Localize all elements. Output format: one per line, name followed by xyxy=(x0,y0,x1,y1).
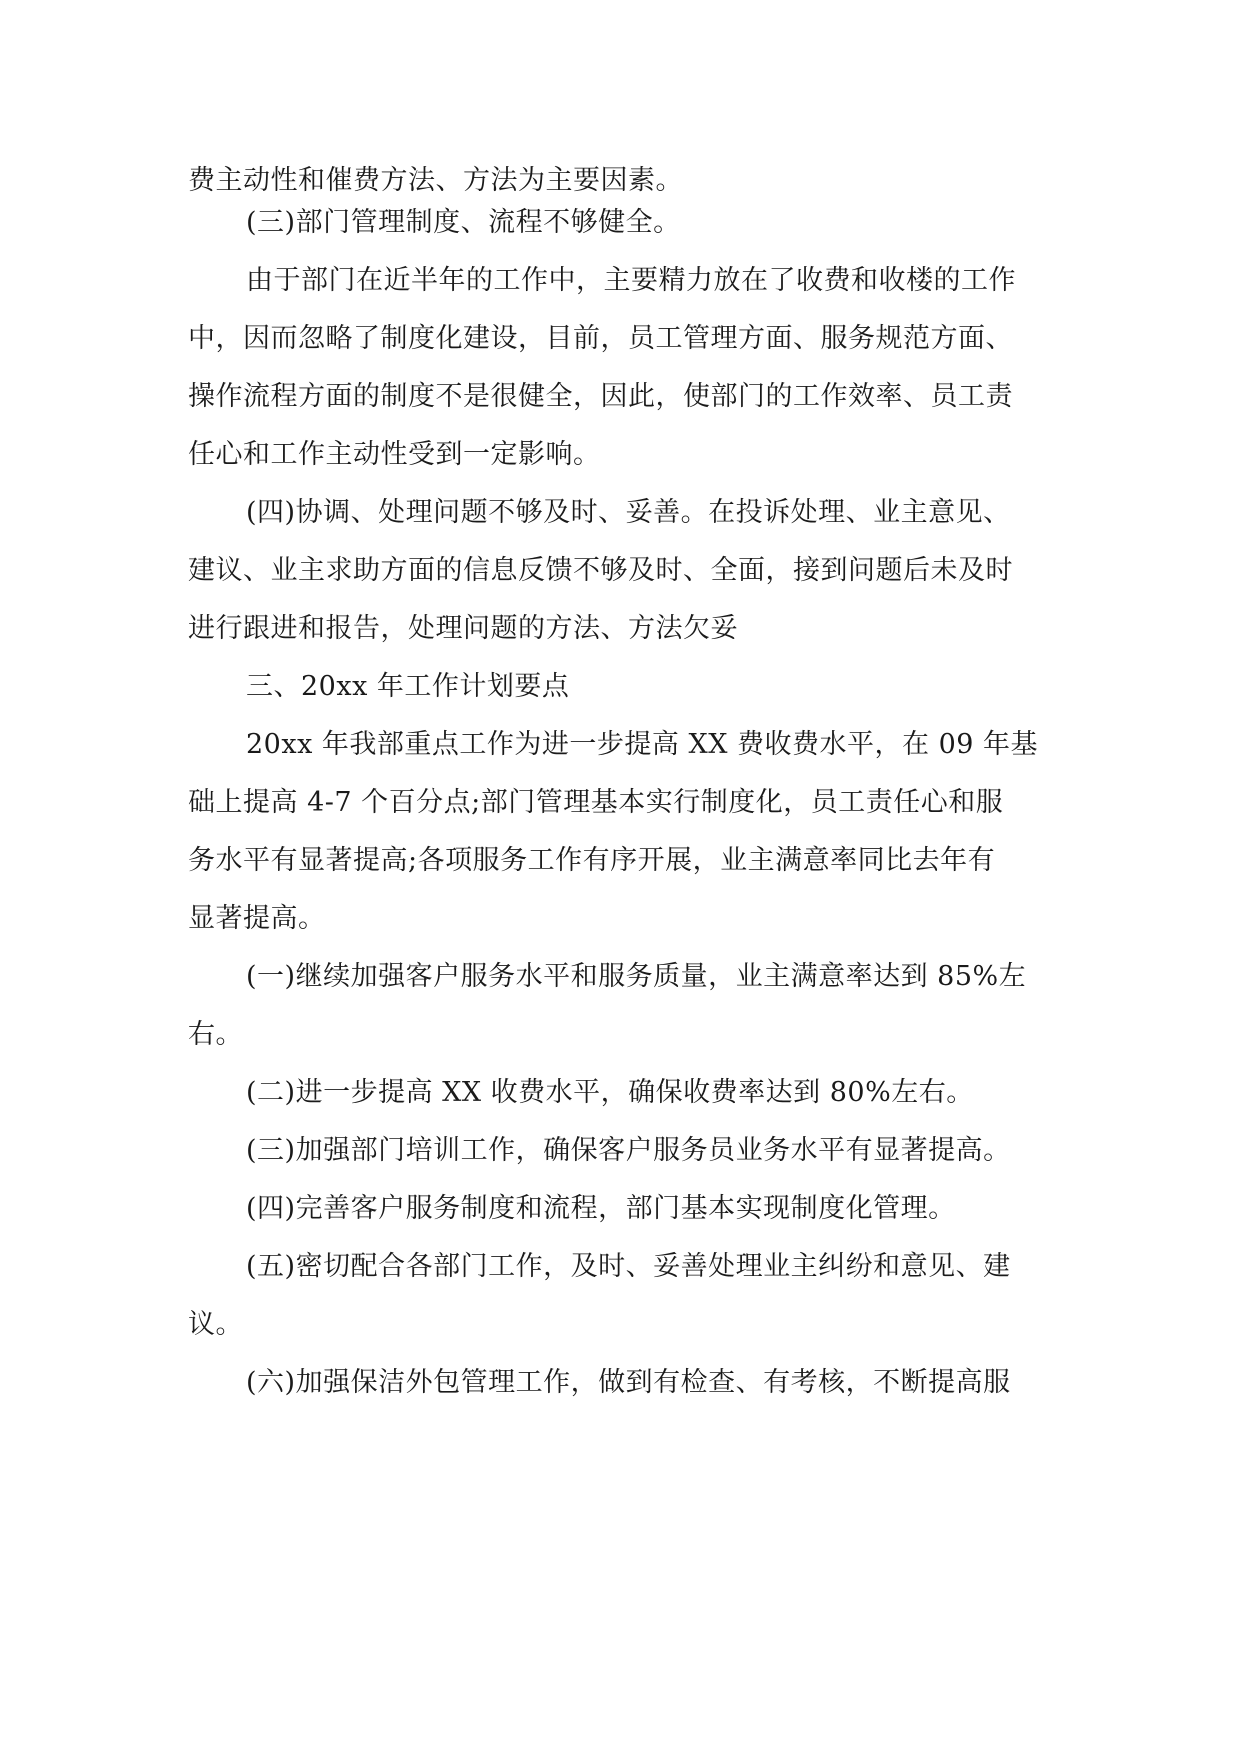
text-line: 进行跟进和报告，处理问题的方法、方法欠妥 xyxy=(188,613,738,644)
text-line: 由于部门在近半年的工作中，主要精力放在了收费和收楼的工作 xyxy=(246,265,1016,296)
text-line: 中，因而忽略了制度化建设，目前，员工管理方面、服务规范方面、 xyxy=(188,323,1013,354)
text-line: 务水平有显著提高;各项服务工作有序开展，业主满意率同比去年有 xyxy=(188,845,996,876)
text-line: (三)加强部门培训工作，确保客户服务员业务水平有显著提高。 xyxy=(246,1135,1011,1166)
text-line: 右。 xyxy=(188,1019,243,1050)
text-line: 显著提高。 xyxy=(188,903,326,934)
text-line: (三)部门管理制度、流程不够健全。 xyxy=(246,207,681,238)
text-line: 议。 xyxy=(188,1309,243,1340)
text-line: (四)完善客户服务制度和流程，部门基本实现制度化管理。 xyxy=(246,1193,956,1224)
text-line: 建议、业主求助方面的信息反馈不够及时、全面，接到问题后未及时 xyxy=(188,555,1013,586)
text-line: (五)密切配合各部门工作，及时、妥善处理业主纠纷和意见、建 xyxy=(246,1251,1011,1282)
text-line: (二)进一步提高 XX 收费水平，确保收费率达到 80%左右。 xyxy=(246,1077,974,1108)
text-line: (一)继续加强客户服务水平和服务质量，业主满意率达到 85%左 xyxy=(246,961,1027,992)
section-heading: 三、20xx 年工作计划要点 xyxy=(246,671,570,702)
text-line: 20xx 年我部重点工作为进一步提高 XX 费收费水平，在 09 年基 xyxy=(246,729,1039,760)
text-line: 础上提高 4-7 个百分点;部门管理基本实行制度化，员工责任心和服 xyxy=(188,787,1004,818)
text-line: 费主动性和催费方法、方法为主要因素。 xyxy=(188,165,683,196)
text-line: (六)加强保洁外包管理工作，做到有检查、有考核，不断提高服 xyxy=(246,1367,1011,1398)
text-line: 操作流程方面的制度不是很健全，因此，使部门的工作效率、员工责 xyxy=(188,381,1013,412)
text-line: (四)协调、处理问题不够及时、妥善。在投诉处理、业主意见、 xyxy=(246,497,1011,528)
text-line: 任心和工作主动性受到一定影响。 xyxy=(188,439,601,470)
